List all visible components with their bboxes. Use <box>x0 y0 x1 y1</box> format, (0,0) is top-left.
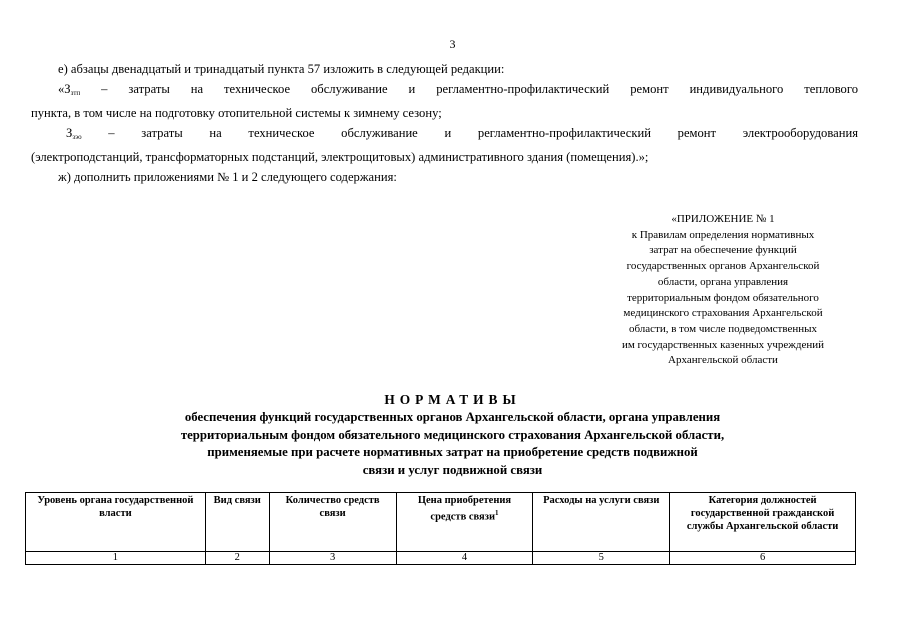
table-header-cell <box>205 493 269 552</box>
table-header-row <box>26 493 856 552</box>
header-text: Уровень органа государственной власти <box>37 495 194 519</box>
appendix-line: к Правилам определения нормативных <box>631 228 815 241</box>
column-number: 4 <box>396 552 533 565</box>
table-header-cell <box>26 493 206 552</box>
appendix-line: государственных органов Архангельской <box>626 260 820 273</box>
ztp-text-1: – затраты на техническое обслуживание и регламентно-профилактический ремонт индивидуального теплового <box>80 82 858 96</box>
zeo-prefix: З <box>66 126 73 140</box>
appendix-line: Архангельской области <box>668 354 778 367</box>
zeo-subscript: зэо <box>72 133 82 141</box>
appendix-line: медицинского страхования Архангельской <box>623 307 823 320</box>
header-text: Вид связи <box>213 495 261 506</box>
paragraph-e-text: е) абзацы двенадцатый и тринадцатый пункта 57 изложить в следующей редакции: <box>58 62 505 76</box>
table-row <box>26 552 856 565</box>
paragraph-zeo-1 <box>58 123 858 147</box>
header-text: Категория должностей государственной гражданской службы Архангельской области <box>686 495 839 532</box>
header-text: Количество средств связи <box>285 495 380 519</box>
table-header-cell <box>396 493 533 552</box>
column-number: 1 <box>26 552 206 565</box>
page-number: 3 <box>449 37 456 51</box>
column-number: 6 <box>670 552 856 565</box>
table-header-cell <box>670 493 856 552</box>
title-line: территориальным фондом обязательного медицинского страхования Архангельской области, <box>180 427 725 442</box>
appendix-line: области, органа управления <box>657 275 789 288</box>
paragraph-ztp-1 <box>58 79 858 103</box>
title-line: связи и услуг подвижной связи <box>362 462 543 477</box>
appendix-line: «ПРИЛОЖЕНИЕ № 1 <box>671 213 775 225</box>
table-header-cell <box>533 493 670 552</box>
appendix-line: территориальным фондом обязательного <box>627 291 819 304</box>
appendix-line: им государственных казенных учреждений <box>621 338 825 351</box>
appendix-heading <box>598 212 848 369</box>
column-number: 5 <box>533 552 670 565</box>
zeo-text-1: – затраты на техническое обслуживание и регламентно-профилактический ремонт электрооборудования <box>81 126 858 140</box>
appendix-line: области, в том числе подведомственных <box>628 322 818 335</box>
header-text: Расходы на услуги связи <box>543 495 660 506</box>
title-line: применяемые при расчете нормативных затрат на приобретение средств подвижной <box>207 445 698 459</box>
title-main: НОРМАТИВЫ <box>384 392 521 407</box>
footnote-marker: 1 <box>495 509 499 517</box>
paragraph-zh <box>58 167 858 187</box>
ztp-text-2: пункта, в том числе на подготовку отопительной системы к зимнему сезону; <box>31 106 442 120</box>
paragraph-zh-text: ж) дополнить приложениями № 1 и 2 следующего содержания: <box>58 170 397 184</box>
table-header-cell <box>269 493 396 552</box>
paragraph-zeo-2 <box>31 147 858 167</box>
paragraph-ztp-2 <box>31 103 858 123</box>
column-number: 3 <box>269 552 396 565</box>
zeo-text-2: (электроподстанций, трансформаторных подстанций, электрощитовых) административного здания (помещения).»; <box>31 150 649 164</box>
paragraph-e <box>58 59 858 79</box>
column-number: 2 <box>205 552 269 565</box>
title-line: обеспечения функций государственных органов Архангельской области, органа управления <box>184 410 721 424</box>
normatives-table <box>25 492 856 565</box>
appendix-line: затрат на обеспечение функций <box>649 244 797 257</box>
document-title <box>95 391 810 479</box>
body-text <box>31 59 858 187</box>
header-text: Цена приобретения средств связи <box>417 495 512 523</box>
ztp-prefix: «З <box>58 82 71 96</box>
ztp-subscript: зтп <box>70 89 81 97</box>
